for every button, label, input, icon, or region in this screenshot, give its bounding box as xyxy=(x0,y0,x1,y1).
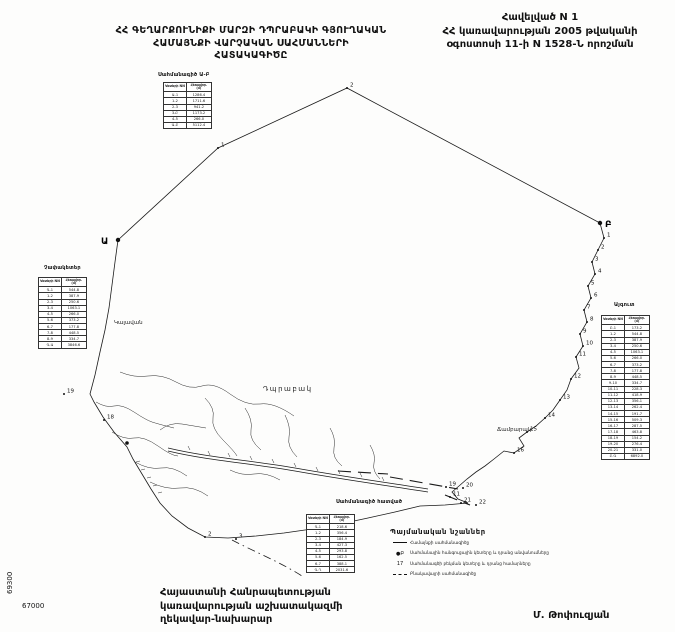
page-title xyxy=(95,25,407,63)
boundary-point-marker xyxy=(586,321,588,323)
table-header-row: Կետերի NN Հեռավոր. (մ) xyxy=(602,316,650,325)
table-row: 6-7 177.8 xyxy=(39,324,87,330)
table-row: 7-8 177.8 xyxy=(602,368,650,374)
table-row: Գ-Ա 3846.6 xyxy=(39,342,87,348)
table-row: 1-2 544.8 xyxy=(602,331,650,337)
annex-header xyxy=(408,11,672,52)
boundary-point-marker xyxy=(597,249,599,251)
distance-table-bottom xyxy=(306,514,355,573)
annex-line: ՀՀ կառավարության 2005 թվականի xyxy=(442,25,638,37)
boundary-point-marker xyxy=(204,536,206,538)
boundary-point-marker xyxy=(235,538,237,540)
boundary-node-marker xyxy=(116,238,120,242)
legend-item xyxy=(390,551,600,557)
annex-line: Հավելված N 1 xyxy=(501,12,579,23)
map-labels xyxy=(114,320,531,433)
footer-line: կառավարության աշխատակազմի xyxy=(160,600,343,612)
boundary-points xyxy=(63,83,611,541)
boundary-point-marker xyxy=(217,147,219,149)
boundary-point-number: 19 xyxy=(67,388,74,395)
boundary-point-number: 3 xyxy=(239,533,243,540)
legend-item-label: Բնակավայրի սահմանագիծը xyxy=(410,572,477,577)
boundary-point-number: 21 xyxy=(464,497,471,504)
place-name-label: Դպրաբակ xyxy=(263,385,313,393)
river-line xyxy=(168,448,428,492)
settlement-dashed-boundary xyxy=(232,540,302,576)
table-row: Բ-1 173.2 xyxy=(602,325,650,331)
boundary-point-marker xyxy=(346,87,348,89)
nodal-point-icon: ●Բ xyxy=(395,550,405,557)
boundary-point-number: 4 xyxy=(598,268,602,275)
boundary-point-number: 10 xyxy=(586,340,593,347)
boundary-point-marker xyxy=(475,504,477,506)
page-title-line: ՀՀ ԳԵՂԱՐՔՈՒՆԻՔԻ ՄԱՐԶԻ ԴՊՐԱԲԱԿԻ ԳՅՈՒՂԱԿԱՆ xyxy=(115,25,387,36)
legend xyxy=(390,528,600,582)
table-header-row: Կետերի NN Հեռավոր. (մ) xyxy=(164,83,212,92)
table-row: 5-6 373.2 xyxy=(39,317,87,323)
table-row: Ա-1 1286.4 xyxy=(164,92,212,98)
legend-item xyxy=(390,572,600,578)
footer-line: Հայաստանի Հանրապետության xyxy=(160,587,331,598)
grid-number-vertical: 69300 xyxy=(6,571,14,594)
legend-item xyxy=(390,561,600,567)
boundary-point-number: 22 xyxy=(479,499,486,506)
boundary-point-marker xyxy=(544,417,546,419)
scale-number: 67000 xyxy=(22,602,45,610)
page-title-line: ՀԱՏԱԿԱԳԻԾԸ xyxy=(214,50,288,61)
boundary-point-marker xyxy=(590,297,592,299)
legend-item-label: Համայնքի սահմանագիծը xyxy=(410,540,470,546)
boundary-point-marker xyxy=(603,237,605,239)
boundary-point-marker xyxy=(579,333,581,335)
table-row: 10-11 228.3 xyxy=(602,386,650,392)
table-row: 12-13 356.1 xyxy=(602,398,650,404)
boundary-point-marker xyxy=(583,309,585,311)
table-row: 2-3 387.9 xyxy=(602,337,650,343)
table-row: Բ-Գ 6892.0 xyxy=(602,453,650,459)
table-row: 1-2 356.4 xyxy=(307,530,355,536)
table-row: 13-14 262.4 xyxy=(602,404,650,410)
table-header-row: Կետերի NN Հեռավոր. (մ) xyxy=(39,278,87,287)
stream-lines xyxy=(96,372,380,496)
legend-item-label: Սահմանագծի բեկման կետերը և դրանց համարները xyxy=(410,561,531,567)
table-row: 19-20 276.4 xyxy=(602,441,650,447)
table-row: 6-7 373.2 xyxy=(602,362,650,368)
table-row: 3-Բ 1173.2 xyxy=(164,110,212,116)
boundary-point-marker xyxy=(103,419,105,421)
table-row: 2-3 941.2 xyxy=(164,104,212,110)
page-title-line: ՀԱՄԱՅՆՔԻ ՎԱՐՉԱԿԱՆ ՍԱՀՄԱՆՆԵՐԻ xyxy=(153,37,349,49)
boundary-point-number: 12 xyxy=(574,373,581,380)
table-row: 17-18 463.8 xyxy=(602,429,650,435)
table-row: 16-17 287.5 xyxy=(602,423,650,429)
table-row: Գ-1 544.8 xyxy=(39,287,87,293)
table-row: 5-6 266.0 xyxy=(602,355,650,361)
table-row: 9-10 334.7 xyxy=(602,380,650,386)
table-caption-bottom: Սահմանագիծ հատված xyxy=(336,499,403,505)
distance-table-left xyxy=(38,277,87,349)
table-row: Գ-Դ 2031.6 xyxy=(307,567,355,573)
boundary-point-number: 6 xyxy=(594,292,598,299)
table-row: 2-3 250.6 xyxy=(39,299,87,305)
boundary-point-number: 3 xyxy=(595,256,599,263)
table-row: 7-8 448.5 xyxy=(39,330,87,336)
boundary-point-number: 1 xyxy=(607,232,611,239)
boundary-point-marker xyxy=(582,345,584,347)
table-row: 4-5 266.0 xyxy=(39,311,87,317)
boundary-point-marker xyxy=(570,378,572,380)
boundary-point-number: 7 xyxy=(587,304,591,311)
table-header-row: Կետերի NN Հեռավոր. (մ) xyxy=(307,515,355,524)
legend-item xyxy=(390,540,600,546)
community-boundary-line-icon xyxy=(390,540,410,546)
boundary-point-number: 19 xyxy=(449,481,456,488)
boundary-point-number: 8 xyxy=(590,316,594,323)
table-row: Գ-1 218.6 xyxy=(307,524,355,530)
boundary-point-marker xyxy=(559,399,561,401)
table-row: 3-4 250.6 xyxy=(602,343,650,349)
table-row: 15-16 509.3 xyxy=(602,417,650,423)
place-name-label: Ճամբարակ xyxy=(497,427,532,433)
distance-table-top xyxy=(163,82,212,129)
footer-signatory-title xyxy=(160,586,390,627)
table-row: 4-5 1063.1 xyxy=(602,349,650,355)
boundary-point-number: 15 xyxy=(530,426,537,433)
table-row: 20-21 331.0 xyxy=(602,447,650,453)
table-row: 1-2 387.9 xyxy=(39,293,87,299)
boundary-point-marker xyxy=(587,285,589,287)
boundary-nodes xyxy=(101,220,612,247)
boundary-point-number: 2 xyxy=(350,82,354,89)
boundary-point-marker xyxy=(575,356,577,358)
boundary-point-number: 13 xyxy=(563,394,570,401)
boundary-point-number: 20 xyxy=(466,482,473,489)
boundary-point-number: 5 xyxy=(591,280,595,287)
table-row: 8-9 448.5 xyxy=(602,374,650,380)
boundary-point-marker xyxy=(449,496,451,498)
boundary-node-letter: Ա xyxy=(101,237,109,247)
boundary-node-marker xyxy=(125,441,129,445)
community-boundary-path xyxy=(90,88,604,538)
footer-line: ղեկավար-նախարար xyxy=(160,614,273,625)
table-row: Ա-Բ 5112.4 xyxy=(164,122,212,128)
boundary-node-marker xyxy=(598,221,602,225)
boundary-point-marker xyxy=(462,487,464,489)
table-row: 18-19 154.2 xyxy=(602,435,650,441)
table-row: 4-5 293.8 xyxy=(307,548,355,554)
boundary-point-marker xyxy=(594,273,596,275)
table-row: 4-5 266.0 xyxy=(164,116,212,122)
boundary-node-letter: Բ xyxy=(605,220,612,230)
place-name-label: Կալավան xyxy=(114,320,143,326)
table-caption-right: Այգուտ xyxy=(614,302,635,308)
boundary-point-number: 11 xyxy=(579,351,586,358)
settlement-boundary-line-icon xyxy=(390,572,410,578)
table-row: 1-2 1711.6 xyxy=(164,98,212,104)
table-caption-left: Չափակետեր xyxy=(44,265,81,271)
table-row: 3-4 1063.1 xyxy=(39,305,87,311)
legend-title: Պայմանական նշաններ xyxy=(390,528,486,536)
table-row: 2-3 184.9 xyxy=(307,536,355,542)
boundary-point-marker xyxy=(591,261,593,263)
boundary-point-number: 16 xyxy=(517,447,524,454)
turning-point-number-icon: 17 xyxy=(396,561,404,567)
boundary-point-number: 2 xyxy=(208,531,212,538)
boundary-point-number: 2 xyxy=(601,244,605,251)
distance-table-right xyxy=(601,315,650,460)
boundary-point-number: 11 xyxy=(453,491,460,498)
boundary-point-marker xyxy=(513,452,515,454)
annex-line: օգոստոսի 11-ի N 1528-Ն որոշման xyxy=(446,39,634,50)
table-row: 6-7 388.1 xyxy=(307,561,355,567)
table-row: 11-12 418.9 xyxy=(602,392,650,398)
table-row: 3-4 427.3 xyxy=(307,542,355,548)
boundary-point-number: 18 xyxy=(107,414,114,421)
legend-item-label: Սահմանային հանգուցային կետերը և դրանց անվանումները xyxy=(410,551,550,556)
table-caption-top: Սահմանագիծ Ա-Բ xyxy=(158,72,210,78)
hatch-ticks xyxy=(136,446,384,493)
signature-name: Մ. Թոփուզյան xyxy=(533,610,610,621)
boundary-point-number: 9 xyxy=(583,328,587,335)
table-row: 8-9 334.7 xyxy=(39,336,87,342)
boundary-point-number: 14 xyxy=(548,412,555,419)
boundary-point-marker xyxy=(460,502,462,504)
boundary-point-marker xyxy=(63,393,65,395)
boundary-point-marker xyxy=(445,486,447,488)
boundary-point-number: 1 xyxy=(221,142,225,149)
table-row: 5-6 162.5 xyxy=(307,554,355,560)
table-row: 14-15 191.7 xyxy=(602,411,650,417)
